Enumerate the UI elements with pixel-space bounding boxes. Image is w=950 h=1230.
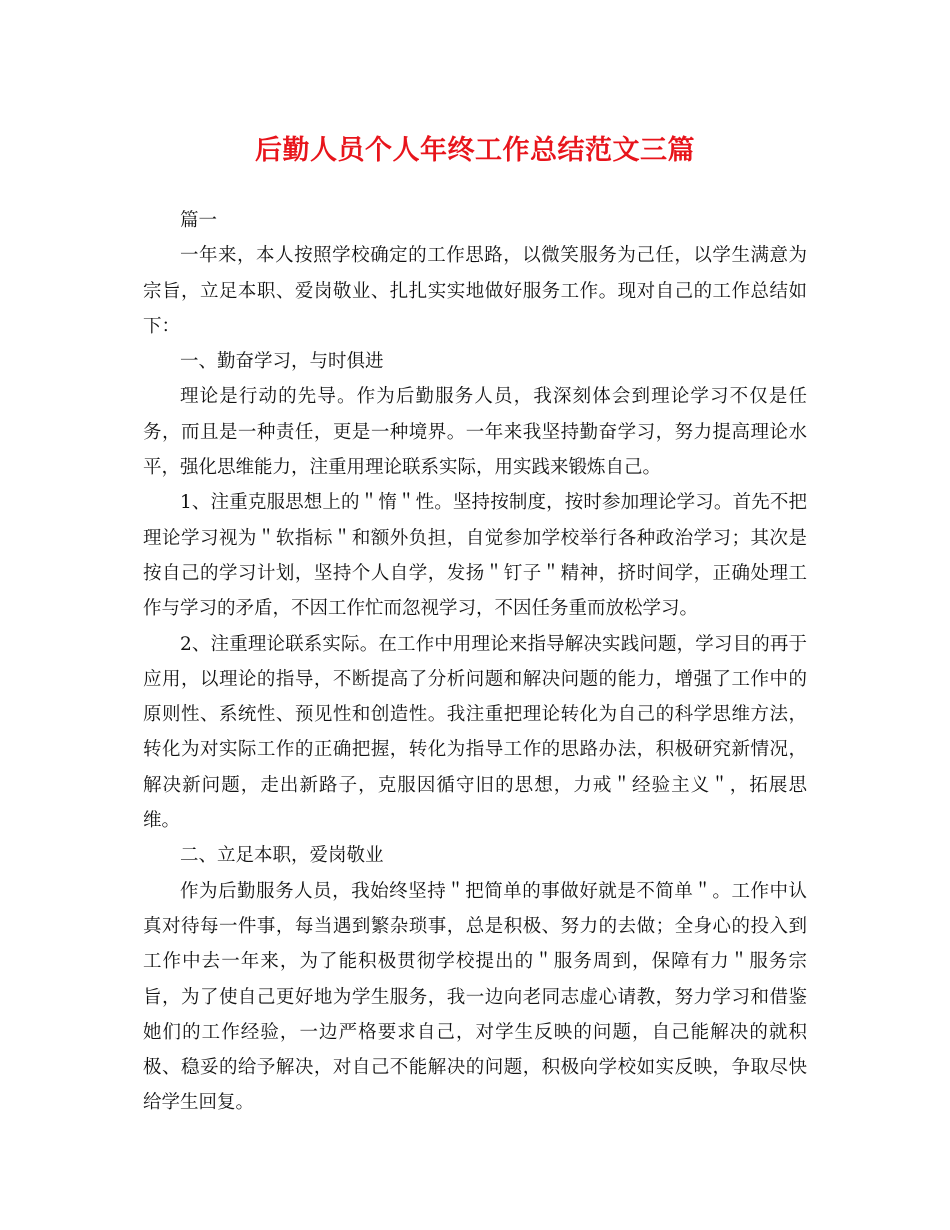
section-heading-duty: 二、立足本职，爱岗敬业 xyxy=(180,845,384,867)
paragraph-service: 作为后勤服务人员，我始终坚持＂把简单的事做好就是不简单＂。工作中认真对待每一件事，每当遇到繁杂琐事，总是积极、努力的去做；全身心的投入到工作中去一年来，为了能积极贯彻学校提出的＂服务周到，保障有力＂服务宗旨，为了使自己更好地为学生服务，我一边向老同志虚心请教，努力学习和借鉴她们的工作经验，一边严格要求自己，对学生反映的问题，自己能解决的就积极、稳妥的给予解决，对自己不能解决的问题，积极向学校如实反映，争取尽快给学生回复。 xyxy=(143,880,807,1114)
paragraph-point-1: 1、注重克服思想上的＂惰＂性。坚持按制度，按时参加理论学习。首先不把理论学习视为＂软指标＂和额外负担，自觉参加学校举行各种政治学习；其次是按自己的学习计划，坚持个人自学，发扬＂钉子＂精神，挤时间学，正确处理工作与学习的矛盾，不因工作忙而忽视学习，不因任务重而放松学习。 xyxy=(143,492,807,620)
section-heading-part-one: 篇一 xyxy=(180,210,218,231)
document-body xyxy=(143,203,807,1121)
paragraph-point-2: 2、注重理论联系实际。在工作中用理论来指导解决实践问题，学习目的再于应用，以理论的指导，不断提高了分析问题和解决问题的能力，增强了工作中的原则性、系统性、预见性和创造性。我注重把理论转化为自己的科学思维方法，转化为对实际工作的正确把握，转化为指导工作的思路办法，积极研究新情况，解决新问题，走出新路子，克服因循守旧的思想，力戒＂经验主义＂，拓展思维。 xyxy=(143,633,807,832)
paragraph-theory: 理论是行动的先导。作为后勤服务人员，我深刻体会到理论学习不仅是任务，而且是一种责任，更是一种境界。一年来我坚持勤奋学习，努力提高理论水平，强化思维能力，注重用理论联系实际，用实践来锻炼自己。 xyxy=(143,386,807,479)
paragraph-intro: 一年来，本人按照学校确定的工作思路，以微笑服务为己任，以学生满意为宗旨，立足本职、爱岗敬业、扎扎实实地做好服务工作。现对自己的工作总结如下： xyxy=(143,245,807,337)
section-heading-study: 一、勤奋学习，与时俱进 xyxy=(180,351,384,373)
document-title: 后勤人员个人年终工作总结范文三篇 xyxy=(255,135,695,166)
